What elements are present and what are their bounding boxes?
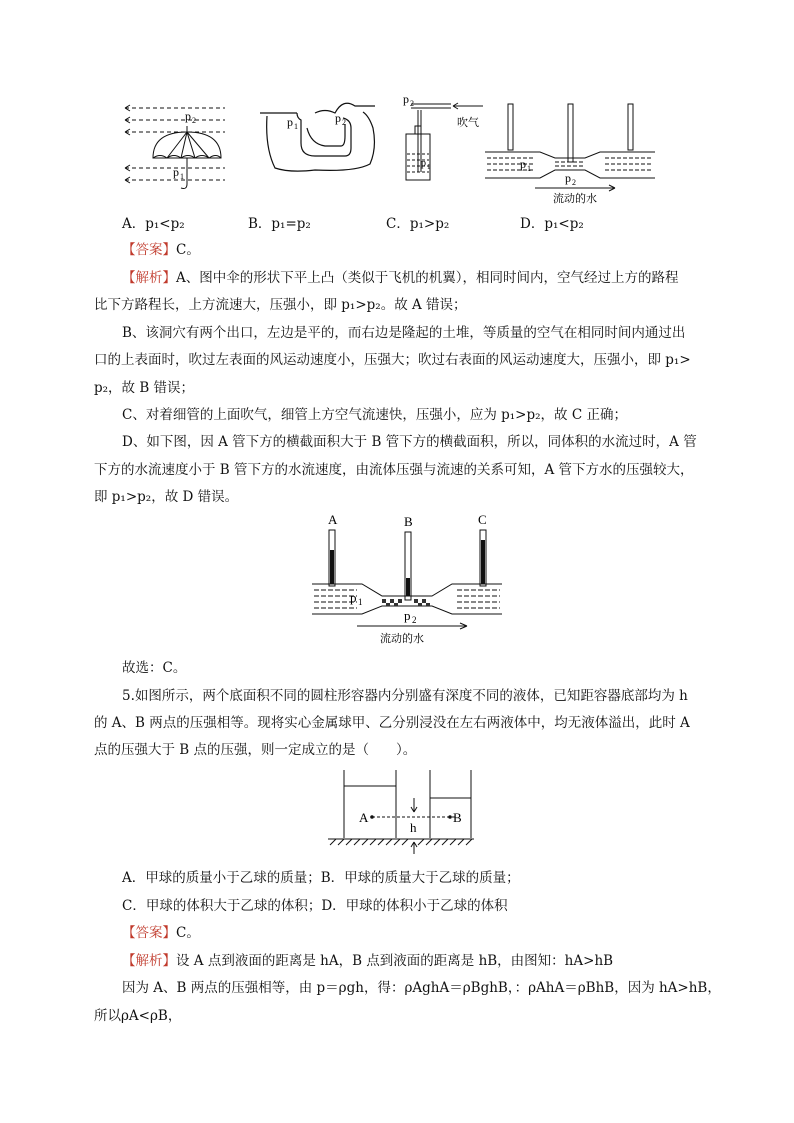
pipe-p2: p bbox=[404, 608, 411, 623]
q4-analysis-line-2: B、该洞穴有两个出口，左边是平的，而右边是隆起的土堆，等质量的空气在相同时间内通过出 bbox=[122, 325, 686, 341]
pipe-p1: p bbox=[350, 590, 357, 605]
q4-analysis-line-3: 口的上表面时，吹过左表面的风运动速度小，压强大；吹过右表面的风运动速度大，压强小，即 p₁> bbox=[94, 352, 691, 368]
figure-containers bbox=[326, 766, 476, 856]
tube-figure bbox=[406, 103, 483, 180]
q4-option-a: A．p₁<p₂ bbox=[122, 216, 185, 232]
svg-text:1: 1 bbox=[358, 597, 363, 607]
q4-analysis-line-7: 下方的水流速度小于 B 管下方的水流速度，由流体压强与流速的关系可知，A 管下方水的压强较大， bbox=[94, 462, 694, 478]
svg-text:1: 1 bbox=[294, 122, 298, 131]
svg-text:2: 2 bbox=[410, 99, 414, 108]
svg-text:2: 2 bbox=[412, 615, 417, 625]
pipe-water-label: 流动的水 bbox=[380, 632, 424, 645]
label-a: A bbox=[328, 512, 338, 527]
q5-analysis-line-0: 【解析】设 A 点到液面的距离是 hA，B 点到液面的距离是 hB，由图知：hA>hB bbox=[122, 953, 614, 969]
svg-text:1: 1 bbox=[427, 163, 431, 171]
blow-label: 吹气 bbox=[457, 116, 479, 129]
label-b: B bbox=[404, 514, 413, 529]
q5-stem-line-1: 的 A、B 两点的压强相等。现将实心金属球甲、乙分别浸没在左右两液体中，均无液体溢出，此时 A bbox=[94, 715, 690, 731]
svg-text:1: 1 bbox=[527, 164, 531, 173]
q4-answer: 【答案】C。 bbox=[122, 242, 200, 258]
q5-answer: 【答案】C。 bbox=[122, 925, 200, 941]
svg-text:p: p bbox=[421, 158, 426, 169]
umbrella-p2: p bbox=[185, 109, 191, 123]
cave-figure bbox=[260, 103, 375, 171]
q4-analysis-line-4: p₂，故 B 错误； bbox=[94, 380, 195, 396]
q5-analysis-line-1: 因为 A、B 两点的压强相等，由 p＝ρgh，得：ρAghA＝ρBghB，：ρAhA＝ρBhB，因为 hA>hB， bbox=[122, 980, 721, 996]
q4-analysis-line-5: C、对着细管的上面吹气，细管上方空气流速快，压强小，应为 p₁>p₂，故 C 正确； bbox=[122, 407, 627, 423]
point-a-label: A bbox=[359, 810, 369, 825]
umbrella-p1: p bbox=[173, 165, 179, 179]
q4-analysis-line-8: 即 p₁>p₂，故 D 错误。 bbox=[94, 489, 239, 505]
q5-options-line-0: A．甲球的质量小于乙球的质量；B．甲球的质量大于乙球的质量； bbox=[122, 870, 520, 886]
q4-analysis-line-6: D、如下图，因 A 管下方的横截面积大于 B 管下方的横截面积，所以，同体积的水流过时，A 管 bbox=[122, 434, 697, 450]
figure-top bbox=[115, 88, 675, 208]
svg-text:2: 2 bbox=[192, 116, 196, 125]
q4-option-c: C．p₁>p₂ bbox=[386, 216, 450, 232]
svg-text:1: 1 bbox=[180, 172, 184, 181]
q5-options-line-1: C．甲球的体积大于乙球的体积；D．甲球的体积小于乙球的体积 bbox=[122, 898, 508, 914]
point-b-label: B bbox=[453, 810, 462, 825]
q4-option-d: D．p₁<p₂ bbox=[520, 216, 584, 232]
q5-stem-line-0: 5.如图所示，两个底面积不同的圆柱形容器内分别盛有深度不同的液体，已知距容器底部均为 h bbox=[122, 688, 688, 704]
svg-text:2: 2 bbox=[572, 178, 576, 187]
svg-text:p: p bbox=[287, 115, 293, 129]
q4-option-b: B．p₁=p₂ bbox=[248, 216, 311, 232]
q5-stem-line-2: 点的压强大于 B 点的压强，则一定成立的是（ ）。 bbox=[94, 742, 417, 758]
svg-text:2: 2 bbox=[342, 118, 346, 127]
label-c: C bbox=[478, 512, 487, 527]
q4-choose: 故选：C。 bbox=[122, 660, 187, 676]
svg-text:p: p bbox=[565, 171, 571, 185]
svg-text:p: p bbox=[335, 111, 341, 125]
figure-pipe-abc bbox=[312, 510, 502, 650]
q4-analysis-line-0: 【解析】A、图中伞的形状下平上凸（类似于飞机的机翼），相同时间内，空气经过上方的路程 bbox=[122, 270, 679, 286]
q4-analysis-line-1: 比下方路程长，上方流速大，压强小，即 p₁>p₂。故 A 错误； bbox=[94, 297, 467, 313]
svg-text:p: p bbox=[520, 157, 526, 171]
flow-water-label: 流动的水 bbox=[553, 192, 597, 205]
h-label: h bbox=[410, 820, 417, 835]
svg-text:p: p bbox=[403, 92, 409, 106]
q5-analysis-line-2: 所以ρA<ρB， bbox=[94, 1008, 182, 1024]
